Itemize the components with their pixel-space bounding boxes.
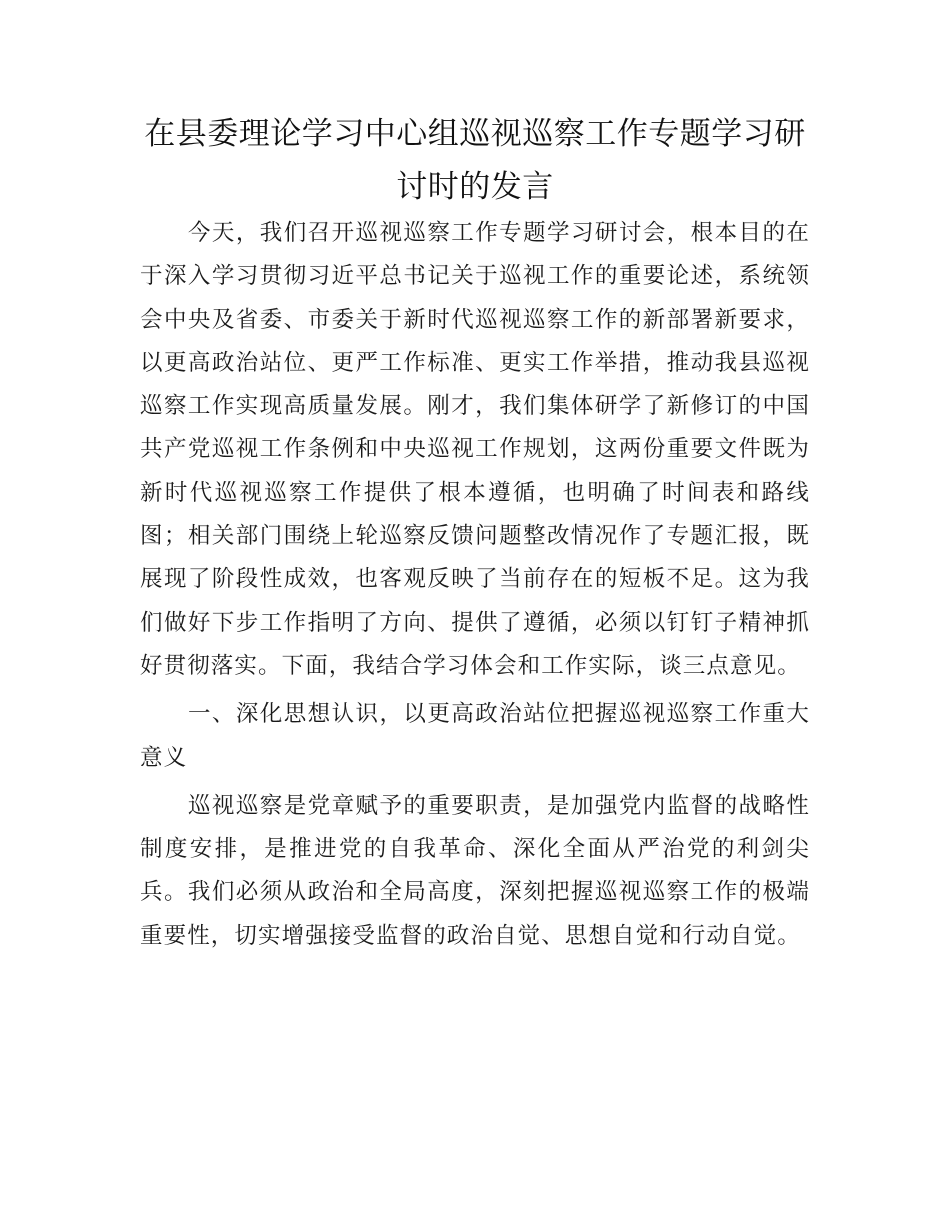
section-1-paragraph: 巡视巡察是党章赋予的重要职责，是加强党内监督的战略性制度安排，是推进党的自我革命、深化全面从严治党的利剑尖兵。我们必须从政治和全局高度，深刻把握巡视巡察工作的极端重要性，切实增强接受监督的政治自觉、思想自觉和行动自觉。 [140,792,810,949]
document-title: 在县委理论学习中心组巡视巡察工作专题学习研讨时的发言 [144,116,806,205]
section-heading-1: 一、深化思想认识，以更高政治站位把握巡视巡察工作重大意义 [140,701,810,771]
document-body [140,212,810,958]
intro-paragraph: 今天，我们召开巡视巡察工作专题学习研讨会，根本目的在于深入学习贯彻习近平总书记关于巡视工作的重要论述，系统领会中央及省委、市委关于新时代巡视巡察工作的新部署新要求，以更高政治站位、更严工作标准、更实工作举措，推动我县巡视巡察工作实现高质量发展。刚才，我们集体研学了新修订的中国共产党巡视工作条例和中央巡视工作规划，这两份重要文件既为新时代巡视巡察工作提供了根本遵循，也明确了时间表和路线图；相关部门围绕上轮巡察反馈问题整改情况作了专题汇报，既展现了阶段性成效，也客观反映了当前存在的短板不足。这为我们做好下步工作指明了方向、提供了遵循，必须以钉钉子精神抓好贯彻落实。下面，我结合学习体会和工作实际，谈三点意见。 [140,220,810,679]
